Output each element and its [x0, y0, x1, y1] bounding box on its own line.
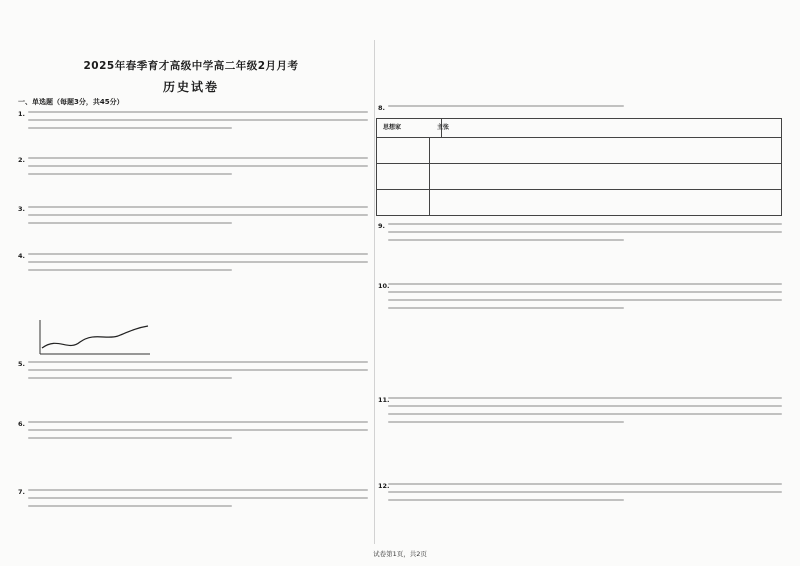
question-text-placeholder: [388, 397, 782, 476]
question-text-placeholder: [388, 283, 782, 390]
table-header-row: [377, 119, 781, 137]
graph-curve: [42, 326, 148, 348]
question-text-placeholder: [28, 253, 368, 314]
question-5: [18, 360, 368, 416]
question-text-placeholder: [28, 361, 368, 414]
question-3: [18, 205, 368, 249]
exam-title: 2025年春季育才高级中学高二年级2月月考: [83, 60, 299, 72]
table-cell-claim: [429, 138, 781, 164]
table-header-claim: 主张: [437, 124, 450, 131]
question-number: 9.: [378, 222, 385, 230]
question-9: [378, 222, 782, 272]
question-text-placeholder: [28, 206, 368, 247]
question-number: 2.: [18, 156, 25, 164]
question-7: [18, 488, 368, 542]
question-text-placeholder: [28, 421, 368, 482]
question-text-placeholder: [28, 489, 368, 540]
historical-trend-graph: [36, 318, 154, 358]
table-cell-claim: [429, 164, 781, 190]
table-cell-thinker: [377, 164, 430, 190]
question-text-placeholder: [28, 111, 368, 152]
question-10: [378, 282, 782, 392]
question-2: [18, 156, 368, 202]
question-4: [18, 252, 368, 316]
question-text-placeholder: [388, 105, 782, 114]
column-divider: [374, 40, 375, 544]
question-number: 8.: [378, 104, 385, 112]
question-text-placeholder: [28, 157, 368, 200]
table-row: [377, 163, 781, 190]
exam-subtitle: 历史试卷: [162, 80, 219, 94]
question-number: 11.: [378, 396, 390, 404]
table-cell-claim: [429, 190, 781, 216]
table-cell-thinker: [377, 138, 430, 164]
question-number: 1.: [18, 110, 25, 118]
table-header-thinker: 思想家: [377, 119, 442, 137]
question-number: 7.: [18, 488, 25, 496]
table-cell-thinker: [377, 190, 430, 216]
question-number: 6.: [18, 420, 25, 428]
question-8: [378, 104, 782, 116]
thinkers-table: [376, 118, 782, 216]
question-12: [378, 482, 782, 552]
question-number: 12.: [378, 482, 390, 490]
page-footer: 试卷第1页，共2页: [373, 550, 427, 558]
section-heading: 一、单选题（每题3分，共45分）: [18, 98, 124, 106]
table-row: [377, 137, 781, 164]
question-text-placeholder: [388, 223, 782, 270]
question-text-placeholder: [388, 483, 782, 550]
table-row: [377, 189, 781, 216]
question-11: [378, 396, 782, 478]
question-1: [18, 110, 368, 154]
question-6: [18, 420, 368, 484]
question-number: 4.: [18, 252, 25, 260]
question-number: 5.: [18, 360, 25, 368]
question-number: 3.: [18, 205, 25, 213]
question-number: 10.: [378, 282, 390, 290]
